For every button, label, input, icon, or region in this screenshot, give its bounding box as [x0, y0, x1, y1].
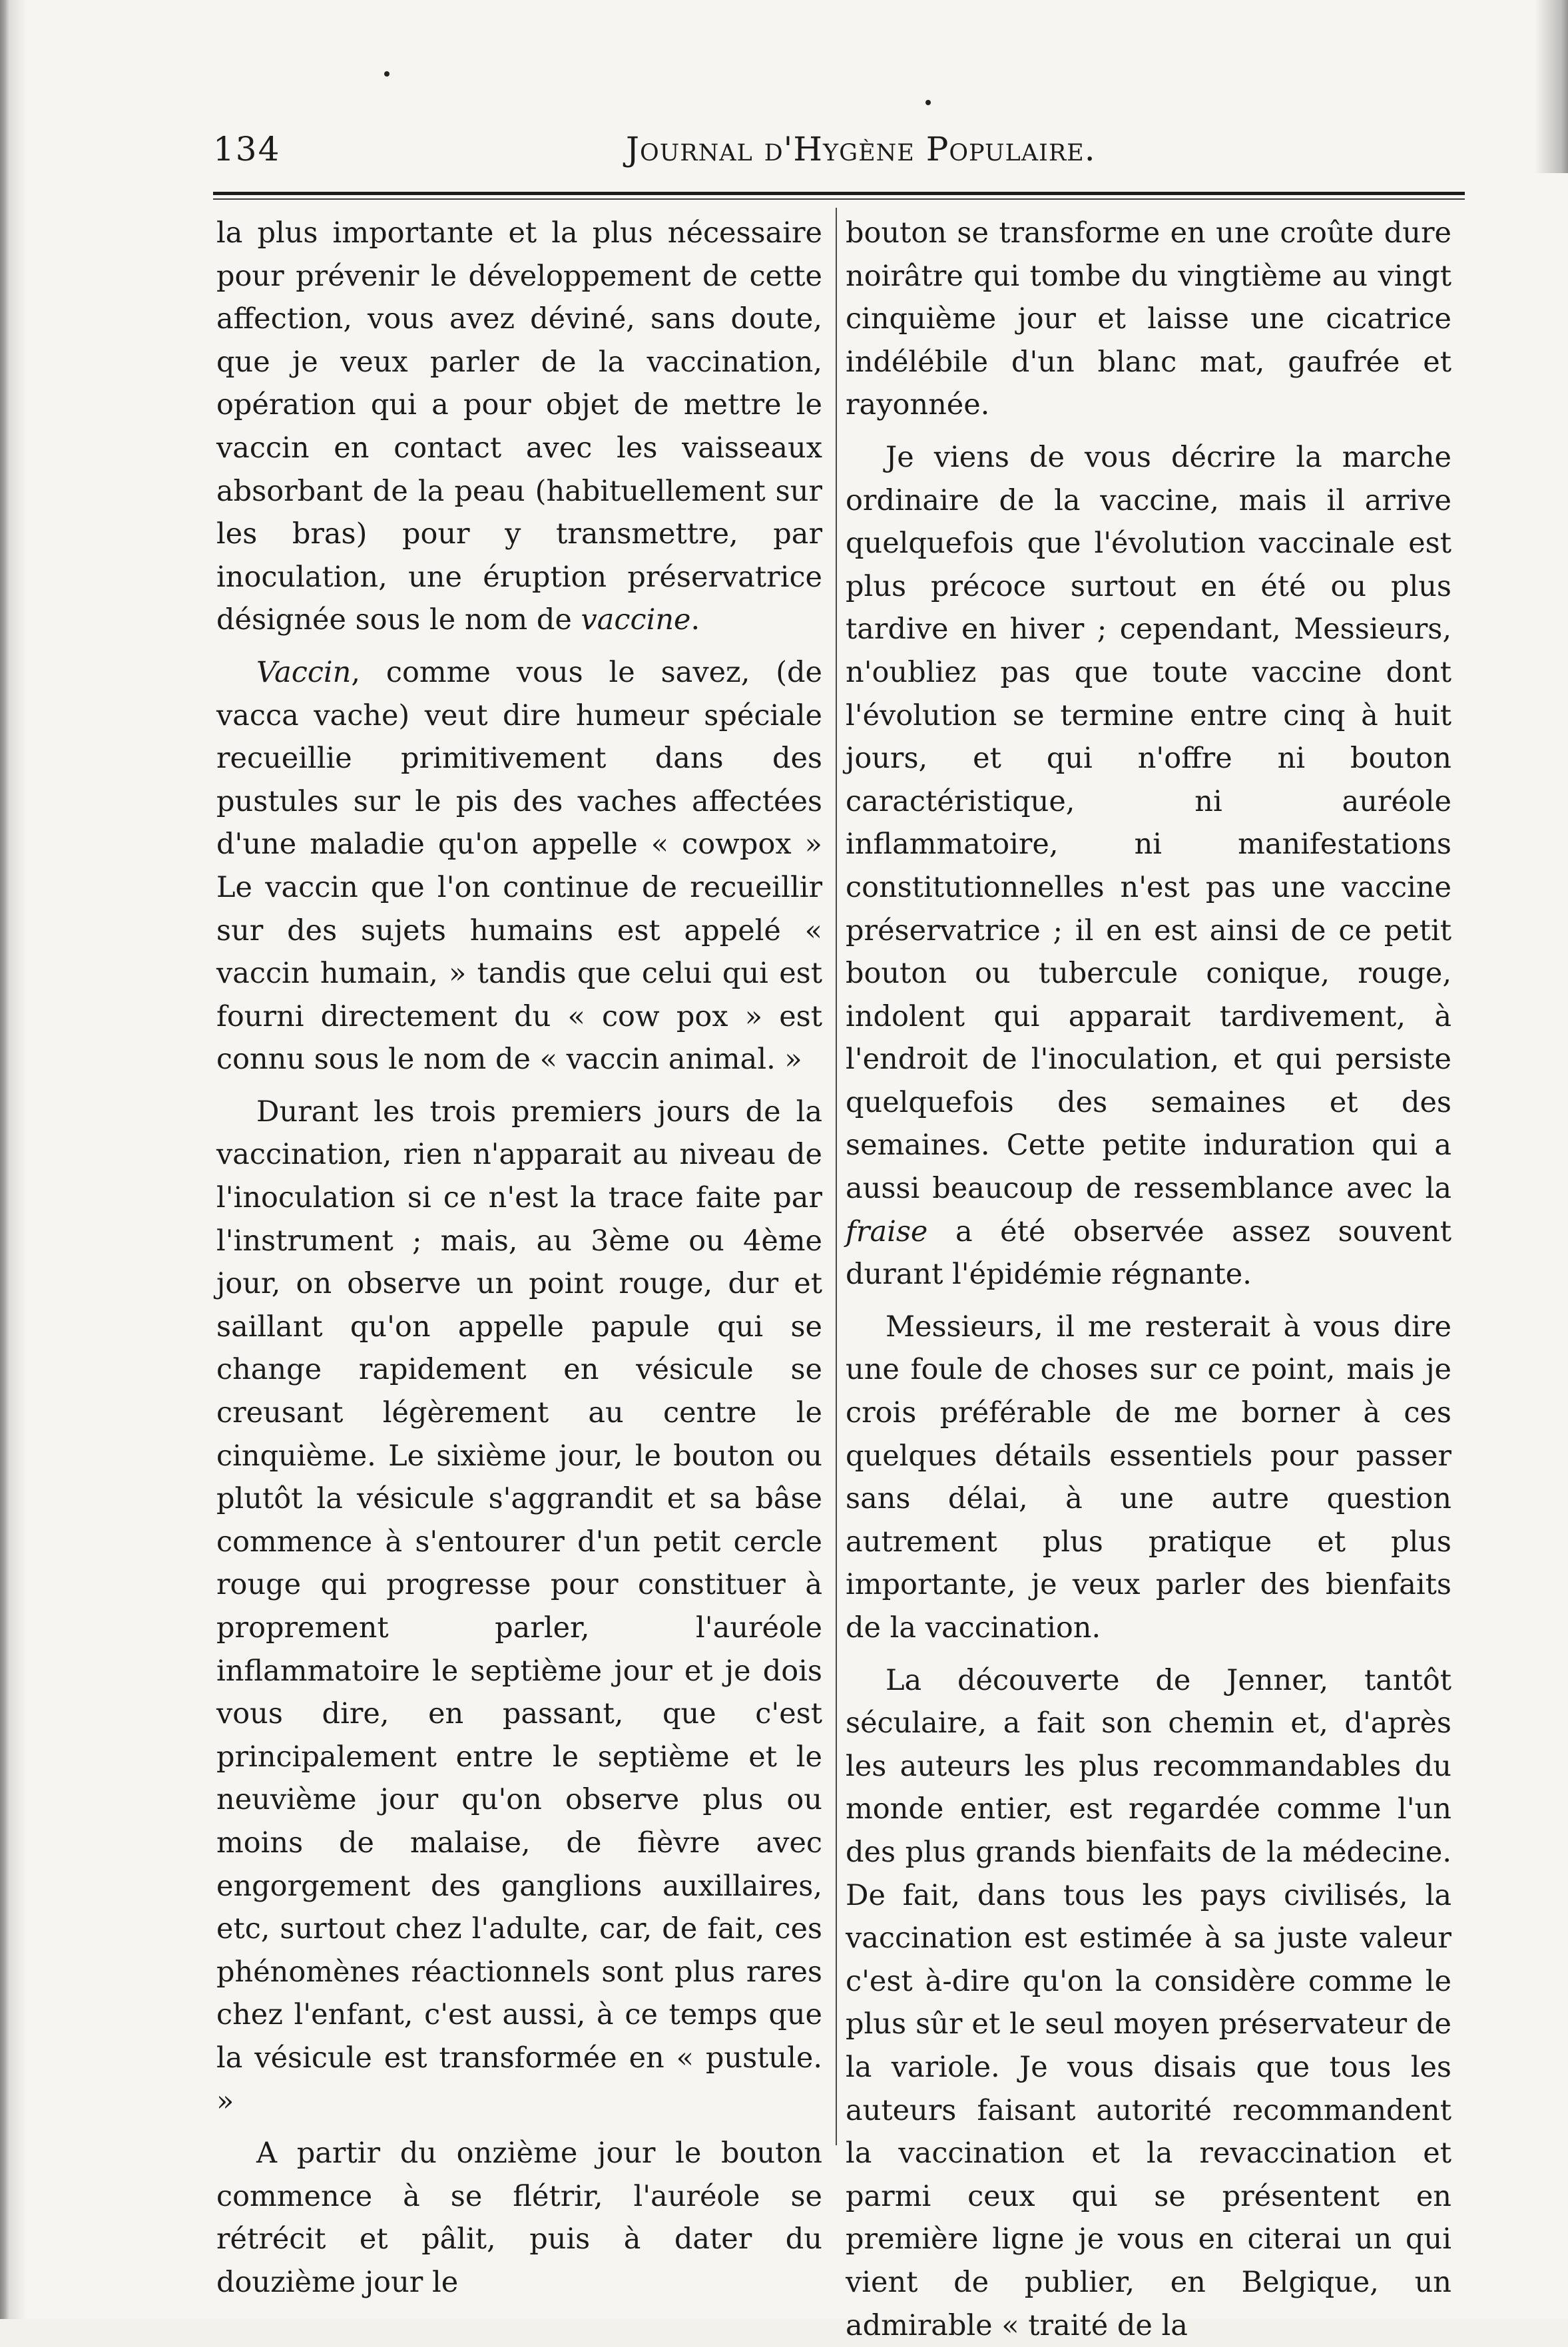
- paragraph: Messieurs, il me resterait à vous dire une foule de choses sur ce point, mais je crois préférable de me borner à ces quelques détails essentiels pour passer sans délai, à une autre question autrement plus pratique et plus importante, je veux parler des bienfaits de la vaccination.: [846, 1310, 1451, 1645]
- running-title: Journal d'Hygène Populaire.: [626, 130, 1096, 168]
- paragraph: [216, 651, 822, 1081]
- header-rule-thin: [213, 198, 1465, 200]
- column-divider: [836, 208, 837, 2145]
- paragraph: A partir du onzième jour le bouton commence à se flétrir, l'auréole se rétrécit et pâlit, puis à dater du douzième jour le: [216, 2137, 822, 2299]
- scan-right-edge: [1535, 0, 1568, 173]
- scan-speck: [925, 100, 931, 105]
- page-number: 134: [213, 130, 281, 168]
- text-run: a été observée assez souvent durant l'épidémie régnante.: [846, 1214, 1451, 1292]
- paragraph: [216, 212, 822, 642]
- italic-term: Vaccin: [256, 655, 352, 689]
- right-column: [846, 212, 1451, 2347]
- paragraph: [846, 436, 1451, 1296]
- header-rule: [213, 192, 1465, 195]
- paragraph: bouton se transforme en une croûte dure noirâtre qui tombe du vingtième au vingt cinquième jour et laisse une cicatrice indélébile d'un blanc mat, gaufrée et rayonnée.: [846, 216, 1451, 422]
- paragraph: Durant les trois premiers jours de la vaccination, rien n'apparait au niveau de l'inoculation si ce n'est la trace faite par l'instrument ; mais, au 3ème ou 4ème jour, on observe un point rouge, dur et saillant qu'on appelle papule qui se change rapidement en vésicule se creusant légèrement au centre le cinquième. Le sixième jour, le bouton ou plutôt la vésicule s'aggrandit et sa bâse commence à s'entourer d'un petit cercle rouge qui progresse pour constituer à proprement parler, l'auréole inflammatoire le septième jour et je dois vous dire, en passant, que c'est principalement entre le septième et le neuvième jour qu'on observe plus ou moins de malaise, de fièvre avec engorgement des ganglions auxillaires, etc, surtout chez l'adulte, car, de fait, ces phénomènes réactionnels sont plus rares chez l'enfant, c'est aussi, à ce temps que la vésicule est transformée en « pustule. »: [216, 1095, 822, 2118]
- italic-term: fraise: [846, 1214, 928, 1248]
- scan-left-edge: [0, 0, 27, 2319]
- text-run: Je viens de vous décrire la marche ordinaire de la vaccine, mais il arrive quelquefois que l'évolution vaccinale est plus précoce surtout en été ou plus tardive en hiver ; cependant, Messieurs, n'oubliez pas que toute vaccine dont l'évolution se termine entre cinq à huit jours, et qui n'offre ni bouton caractéristique, ni auréole inflammatoire, ni manifestations constitutionnelles n'est pas une vaccine préservatrice ; il en est ainsi de ce petit bouton ou tubercule conique, rouge, indolent qui apparait tardivement, à l'endroit de l'inoculation, et qui persiste quelquefois des semaines et des semaines. Cette petite induration qui a aussi beaucoup de ressemblance avec la: [846, 440, 1451, 1206]
- text-run: , comme vous le savez, (de vacca vache) veut dire humeur spéciale recueillie primitivement dans des pustules sur le pis des vaches affectées d'une maladie qu'on appelle « cowpox » Le vaccin que l'on continue de recueillir sur des sujets humains est appelé « vaccin humain, » tandis que celui qui est fourni directement du « cow pox » est connu sous le nom de « vaccin animal. »: [216, 655, 822, 1077]
- text-run: .: [690, 603, 700, 637]
- left-column: [216, 212, 822, 2304]
- text-run: la plus importante et la plus nécessaire pour prévenir le développement de cette affection, vous avez déviné, sans doute, que je veux parler de la vaccination, opération qui a pour objet de mettre le vaccin en contact avec les vaisseaux absorbant de la peau (habituellement sur les bras) pour y transmettre, par inoculation, une éruption préservatrice désignée sous le nom de: [216, 216, 822, 637]
- page-header: [213, 130, 1465, 190]
- paragraph: La découverte de Jenner, tantôt séculaire, a fait son chemin et, d'après les auteurs les plus recommandables du monde entier, est regardée comme l'un des plus grands bienfaits de la médecine. De fait, dans tous les pays civilisés, la vaccination est estimée à sa juste valeur c'est à-dire qu'on la considère comme le plus sûr et le seul moyen préservateur de la variole. Je vous disais que tous les auteurs faisant autorité recommandent la vaccination et la revaccination et parmi ceux qui se présentent en première ligne je vous en citerai un qui vient de publier, en Belgique, un admirable « traité de la: [846, 1663, 1451, 2342]
- italic-term: vaccine: [581, 603, 691, 637]
- scan-speck: [384, 71, 390, 77]
